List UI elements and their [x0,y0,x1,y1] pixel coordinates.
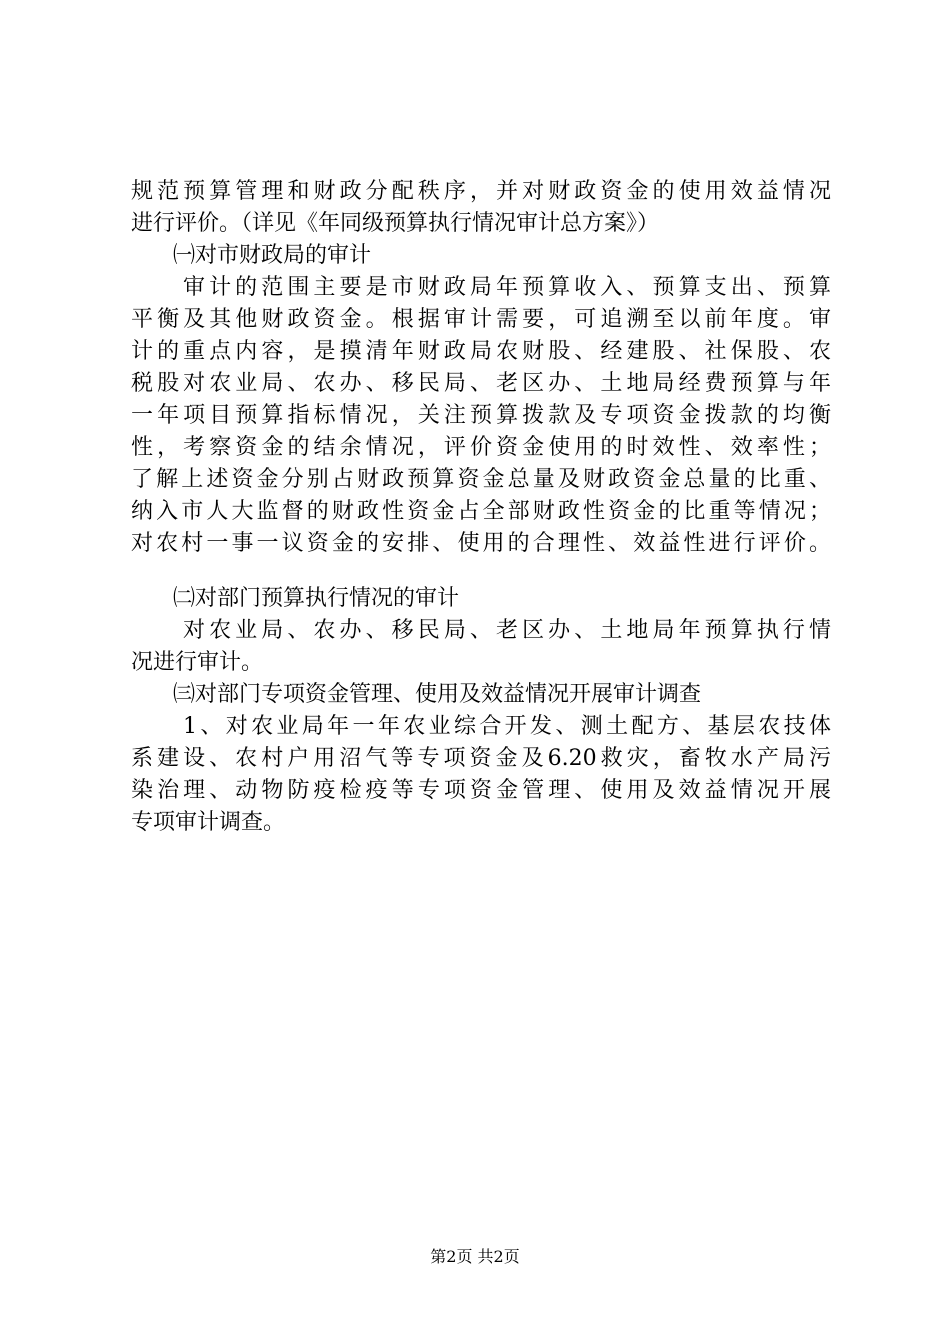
paragraph-line: 系建设、农村户用沼气等专项资金及6.20救灾，畜牧水产局污 [131,746,831,771]
paragraph-line: 纳入市人大监督的财政性资金占全部财政性资金的比重等情况； [131,499,831,524]
paragraph-line: 计的重点内容，是摸清年财政局农财股、经建股、社保股、农 [131,339,831,364]
paragraph-line: 1、对农业局年一年农业综合开发、测土配方、基层农技体 [183,714,831,739]
paragraph-line: 平衡及其他财政资金。根据审计需要，可追溯至以前年度。审 [131,307,831,332]
paragraph-line: 进行评价。（详见《年同级预算执行情况审计总方案》） [131,211,660,236]
paragraph-line: 性，考察资金的结余情况，评价资金使用的时效性、效率性； [131,435,831,460]
section-heading-1: ㈠对市财政局的审计 [173,243,372,268]
page-footer: 第2页 共2页 [430,1247,520,1266]
paragraph-gap [131,560,831,583]
section-heading-3: ㈢对部门专项资金管理、使用及效益情况开展审计调查 [173,682,702,707]
document-body [131,176,831,839]
paragraph-line: 规范预算管理和财政分配秩序，并对财政资金的使用效益情况 [131,179,831,204]
paragraph-line: 审计的范围主要是市财政局年预算收入、预算支出、预算 [183,275,831,300]
paragraph-line: 专项审计调查。 [131,810,286,835]
paragraph-line: 一年项目预算指标情况，关注预算拨款及专项资金拨款的均衡 [131,403,831,428]
paragraph-line: 税股对农业局、农办、移民局、老区办、土地局经费预算与年 [131,371,831,396]
paragraph-line: 染治理、动物防疫检疫等专项资金管理、使用及效益情况开展 [131,778,831,803]
paragraph-line: 了解上述资金分别占财政预算资金总量及财政资金总量的比重、 [131,467,831,492]
paragraph-line: 况进行审计。 [131,650,264,675]
paragraph-line: 对农村一事一议资金的安排、使用的合理性、效益性进行评价。 [131,531,831,556]
paragraph-line: 对农业局、农办、移民局、老区办、土地局年预算执行情 [183,618,831,643]
section-heading-2: ㈡对部门预算执行情况的审计 [173,586,460,611]
